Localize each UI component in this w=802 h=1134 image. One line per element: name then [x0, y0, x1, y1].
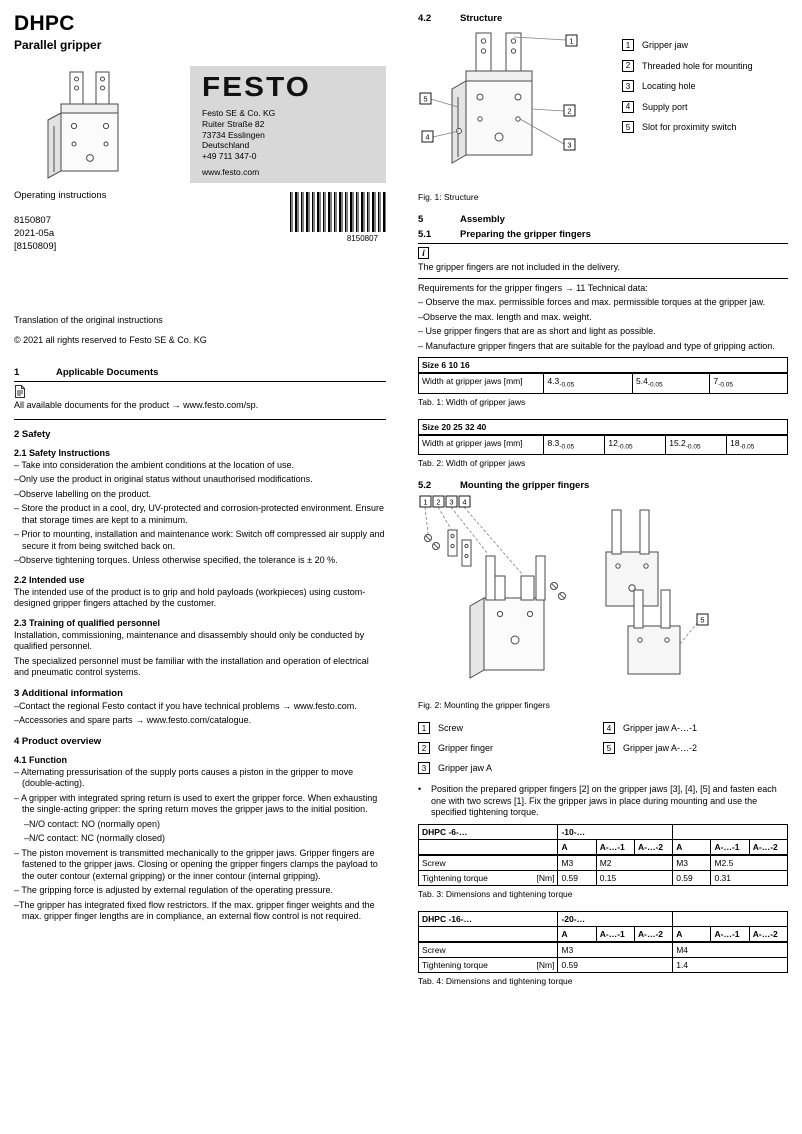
documents-icon: [14, 385, 26, 398]
section-title: Mounting the gripper fingers: [460, 480, 590, 492]
page-subtitle: Parallel gripper: [14, 38, 102, 52]
legend-item: [418, 762, 603, 774]
section-title: Applicable Documents: [56, 367, 159, 378]
table-header-cell: Size 6 10 16: [419, 358, 788, 374]
value: 4.3: [547, 376, 560, 386]
address-line: Ruiter Straße 82: [202, 118, 265, 129]
list-item: – Use gripper fingers that are as short and light as possible.: [418, 326, 656, 336]
list-item: – Store the product in a cool, dry, UV-protected and corrosion-protected environment. Ensure that storage times are kept to a minimum.: [14, 503, 385, 525]
row-label: Tightening torque: [422, 959, 488, 970]
section-heading-product-overview: 4 Product overview: [14, 735, 102, 747]
list-subitem: –N/C contact: NC (normally closed): [24, 833, 166, 843]
callout-number: 4: [622, 101, 634, 113]
list-item: [14, 715, 386, 727]
section-number: 5.1: [418, 229, 432, 240]
section-number: 5.2: [418, 480, 432, 492]
callout-box: [433, 496, 444, 507]
callout-number: 3: [418, 762, 430, 774]
section-number: 5: [418, 214, 424, 225]
section-heading-function: 4.1 Function: [14, 754, 68, 765]
section-title: Structure: [460, 13, 503, 24]
section-heading-safety-instructions: 2.1 Safety Instructions: [14, 447, 111, 458]
info-icon: i: [418, 247, 429, 259]
value-cell: [605, 435, 666, 455]
text-run: –Accessories and spare parts: [14, 715, 133, 725]
legend-label: Slot for proximity switch: [642, 122, 737, 132]
value-cell: M2.5: [711, 855, 788, 871]
list-item: –Observe labelling on the product.: [14, 488, 152, 499]
legend-item: [622, 80, 788, 92]
value: 15.2: [669, 437, 686, 448]
section-heading-mounting-fingers: [418, 480, 788, 491]
list-item: – Manufacture gripper fingers that are suitable for the payload and type of gripping action.: [418, 340, 775, 351]
legend-label: Supply port: [642, 101, 688, 112]
figure-1-drawing: [418, 27, 608, 189]
value-cell: 0.15: [596, 870, 673, 885]
barcode-number: 8150807: [346, 234, 378, 243]
table-dimensions-torque-2: [418, 911, 788, 973]
left-column: [14, 0, 386, 926]
value-cell: [544, 435, 605, 455]
callout-box: [564, 139, 575, 150]
revision-code: 2021-05a: [14, 228, 55, 239]
callout-box: [420, 496, 431, 507]
list-item: –Observe the max. length and max. weight.: [418, 311, 592, 322]
tolerance: -0.05: [739, 443, 755, 451]
paragraph: Requirements for the gripper fingers → 11 Technical data:: [418, 282, 648, 293]
tolerance: -0.05: [617, 443, 633, 451]
section-heading-applicable-documents: [14, 367, 386, 378]
row-label-cell: Screw: [419, 855, 558, 871]
tolerance: -0.05: [718, 381, 734, 389]
value-cell: 0.59: [558, 957, 673, 972]
table-2-caption: Tab. 2: Width of gripper jaws: [418, 458, 526, 469]
svg-text:5: 5: [700, 615, 705, 625]
list-item: – A gripper with integrated spring return is used to exert the gripper force. When exhausting the single-acting gripper: the spring return moves the gripper jaws to the initial position.: [14, 792, 378, 814]
gripper-drawing: [48, 72, 118, 178]
gripper-structure-drawing: [452, 33, 532, 163]
column-header-cell: A-…-2: [634, 839, 672, 855]
legend-label: Screw: [438, 723, 464, 734]
svg-text:2: 2: [436, 497, 441, 507]
callout-number: 2: [418, 742, 430, 754]
list-item: – The piston movement is transmitted mechanically to the gripper jaws. Gripper fingers are fastened to the gripper jaws. Closing or opening the gripper fingers clamps the payload to the outer contour (external gripping) or the inner contour (internal gripping).: [14, 847, 378, 881]
callout-box: [566, 35, 577, 46]
list-item: –Only use the product in original status without unauthorised modifications.: [14, 474, 313, 484]
svg-text:1: 1: [569, 36, 574, 46]
address-line: Festo SE & Co. KG: [202, 108, 276, 118]
value-cell: M4: [673, 942, 788, 958]
paragraph: The specialized personnel must be familiar with the installation and operation of electrical and pneumatic control systems.: [14, 655, 369, 677]
list-item: – Take into consideration the ambient conditions at the location of use.: [14, 459, 295, 470]
barcode-bars: [290, 192, 386, 232]
column-header-cell: A-…-1: [711, 839, 749, 855]
legend-label: Gripper jaw: [642, 40, 689, 50]
doc-info-block: [14, 190, 386, 253]
section-title: Preparing the gripper fingers: [460, 229, 591, 240]
legend-label: Gripper jaw A-…-1: [623, 723, 698, 734]
table-header-cell: [673, 911, 788, 926]
address-line: 73734 Esslingen: [202, 129, 265, 140]
table-header-cell: DHPC -6-…: [419, 824, 558, 839]
value: 5.4: [636, 376, 648, 386]
callout-number: 1: [622, 39, 634, 51]
copyright-note: © 2021 all rights reserved to Festo SE & Co. KG: [14, 335, 207, 345]
table-3-caption: Tab. 3: Dimensions and tightening torque: [418, 888, 573, 899]
table-dimensions-torque-1: [418, 824, 788, 886]
column-header-cell: A-…-1: [596, 926, 634, 942]
gripper-variants-drawing: [606, 510, 680, 674]
value-cell: M3: [558, 942, 673, 958]
legend-label: Gripper finger: [438, 743, 494, 754]
tolerance: -0.05: [559, 381, 575, 389]
column-header-cell: A-…-1: [711, 926, 749, 942]
section-heading-safety: 2 Safety: [14, 428, 51, 440]
product-drawing: [14, 66, 190, 183]
table-4-caption: Tab. 4: Dimensions and tightening torque: [418, 975, 573, 986]
row-label-cell: Width at gripper jaws [mm]: [419, 373, 544, 393]
paragraph: The intended use of the product is to grip and hold payloads (workpieces) using custom-designed gripper fingers attached by the customer.: [14, 586, 366, 608]
list-item: –Observe tightening torques. Unless otherwise specified, the tolerance is ± 20 %.: [14, 555, 338, 565]
column-header-cell: A-…-2: [634, 926, 672, 942]
value-cell: 1.4: [673, 957, 788, 972]
festo-address-panel: [190, 66, 386, 183]
legend-item: [622, 101, 788, 113]
legend-label: Threaded hole for mounting: [642, 60, 753, 71]
paragraph: Installation, commissioning, maintenance and disassembly should only be conducted by qualified personnel.: [14, 629, 365, 651]
table-gripper-jaw-width-2: [418, 419, 788, 456]
link-festo-catalogue[interactable]: www.festo.com/catalogue.: [146, 715, 252, 725]
link-festo[interactable]: www.festo.com.: [293, 700, 357, 711]
masthead: [14, 66, 386, 183]
callout-number: 5: [603, 742, 615, 754]
tolerance: -0.05: [647, 381, 663, 389]
value-cell: M3: [558, 855, 596, 871]
right-column: [418, 0, 788, 998]
legend-item: [622, 60, 788, 72]
value: 8.3: [547, 437, 560, 448]
svg-text:3: 3: [567, 140, 572, 150]
value-cell: [666, 435, 727, 455]
table-header-cell: Size 20 25 32 40: [419, 419, 788, 435]
list-item: – Alternating pressurisation of the supply ports causes a piston in the gripper to move (double-acting).: [14, 766, 354, 788]
row-label-cell: Screw: [419, 942, 558, 958]
value-cell: 0.31: [711, 870, 788, 885]
value-cell: [710, 373, 788, 393]
gripper-main-drawing: [470, 556, 545, 678]
list-item: – Prior to mounting, installation and maintenance work: Switch off compressed air supply and secure it from being switched back on.: [14, 529, 385, 551]
translation-note: Translation of the original instructions: [14, 315, 163, 325]
callout-box: [446, 496, 457, 507]
legend-label: Gripper jaw A: [438, 763, 493, 774]
figure-1-legend: [622, 27, 788, 189]
legend-item: [622, 121, 788, 133]
doc-type-label: Operating instructions: [14, 190, 107, 201]
list-item: – The gripping force is adjusted by external regulation of the operating pressure.: [14, 885, 334, 895]
legend-item: [603, 722, 788, 734]
address-line: +49 711 347-0: [202, 151, 257, 162]
barcode: [290, 190, 386, 253]
value-cell: 0.59: [673, 870, 711, 885]
svg-text:1: 1: [423, 497, 428, 507]
value-cell: M3: [673, 855, 711, 871]
table-1-caption: Tab. 1: Width of gripper jaws: [418, 396, 526, 407]
secondary-number: [8150809]: [14, 241, 57, 252]
address-line: Deutschland: [202, 140, 250, 151]
table-header-cell: -10-…: [558, 824, 673, 839]
section-heading-structure: [418, 13, 788, 24]
table-header-cell: [419, 839, 558, 855]
figure-2-drawing: [418, 494, 718, 694]
info-note-text: The gripper fingers are not included in the delivery.: [418, 262, 620, 272]
legend-item: [603, 742, 788, 754]
unit-label: [Nm]: [536, 872, 555, 883]
arrow-icon: →: [171, 400, 181, 410]
info-note-box: [418, 243, 788, 279]
svg-text:4: 4: [425, 132, 430, 142]
festo-website-link[interactable]: www.festo.com: [202, 167, 260, 177]
callout-number: 5: [622, 121, 634, 133]
figure-1-caption: Fig. 1: Structure: [418, 192, 479, 202]
figure-1: [418, 27, 788, 189]
value-cell: 0.59: [558, 870, 596, 885]
callout-box: [422, 131, 433, 142]
legend-item: [418, 722, 603, 734]
arrow-icon: →: [135, 715, 145, 725]
section-heading-intended-use: 2.2 Intended use: [14, 574, 85, 585]
row-label: Tightening torque: [422, 872, 488, 883]
festo-logo: FESTO: [202, 71, 312, 102]
tolerance: -0.05: [559, 443, 575, 451]
callout-box: [564, 105, 575, 116]
column-header-cell: A: [558, 926, 596, 942]
callout-number: 3: [622, 80, 634, 92]
section-heading-assembly: [418, 214, 788, 225]
table-gripper-jaw-width-1: [418, 357, 788, 394]
section-title: Assembly: [460, 214, 505, 225]
page-title: DHPC: [14, 12, 75, 35]
callout-box: [697, 614, 708, 625]
order-number: 8150807: [14, 215, 51, 226]
svg-text:3: 3: [449, 497, 454, 507]
text-run: –Contact the regional Festo contact if you have technical problems: [14, 700, 280, 711]
column-header-cell: A: [673, 926, 711, 942]
column-header-cell: A-…-1: [596, 839, 634, 855]
svg-text:5: 5: [423, 94, 428, 104]
column-header-cell: A-…-2: [749, 839, 787, 855]
link-festo-sp[interactable]: www.festo.com/sp.: [183, 400, 259, 410]
product-image: [14, 66, 190, 183]
applicable-documents-line: [14, 400, 386, 412]
legend-item: [622, 39, 788, 51]
callout-number: 1: [418, 722, 430, 734]
column-header-cell: A-…-2: [749, 926, 787, 942]
section-heading-additional-information: 3 Additional information: [14, 687, 123, 699]
doc-numbers: [14, 190, 106, 253]
legend-item: [418, 742, 603, 754]
assembly-step: [418, 784, 788, 819]
value: 12: [608, 437, 618, 448]
value-cell: M2: [596, 855, 673, 871]
table-header-cell: [419, 926, 558, 942]
section-heading-preparing-fingers: [418, 229, 788, 240]
table-header-cell: -20-…: [558, 911, 673, 926]
svg-text:2: 2: [567, 106, 572, 116]
value: 7: [713, 376, 719, 386]
list-item: [14, 701, 386, 713]
value-cell: [544, 373, 633, 393]
step-text: Position the prepared gripper fingers [2] on the gripper jaws [3], [4], [5] and fasten each one with two screws [1]. Fix the gripper jaws in place during mounting and use the specified tightening torque.: [431, 784, 777, 818]
arrow-icon: →: [282, 700, 292, 711]
callout-box: [459, 496, 470, 507]
row-label-cell: [419, 957, 558, 972]
figure-2-caption: Fig. 2: Mounting the gripper fingers: [418, 700, 550, 711]
table-header-cell: [673, 824, 788, 839]
list-item: –The gripper has integrated fixed flow restrictors. If the max. gripper finger weights and the max. gripper finger lengths are in compliance, an external flow control is not required.: [14, 899, 375, 921]
column-header-cell: A: [673, 839, 711, 855]
callout-number: 4: [603, 722, 615, 734]
row-label-cell: Width at gripper jaws [mm]: [419, 435, 544, 455]
tolerance: -0.05: [685, 443, 701, 451]
legend-label: Gripper jaw A-…-2: [623, 743, 698, 754]
bullet-marker: •: [418, 784, 422, 795]
callout-number: 2: [622, 60, 634, 72]
table-header-cell: DHPC -16-…: [419, 911, 558, 926]
section-number: 1: [14, 367, 20, 378]
section-number: 4.2: [418, 13, 432, 24]
text-run: All available documents for the product: [14, 400, 170, 410]
value: 18: [730, 437, 740, 448]
callout-box: [420, 93, 431, 104]
section-heading-training: 2.3 Training of qualified personnel: [14, 617, 161, 628]
applicable-documents-box: [14, 381, 386, 420]
legend-label: Locating hole: [642, 81, 696, 91]
list-subitem: –N/O contact: NO (normally open): [24, 818, 161, 829]
figure-2-legend: [418, 722, 788, 774]
list-item: – Observe the max. permissible forces and max. permissible torques at the gripper jaw.: [418, 297, 766, 307]
column-header-cell: A: [558, 839, 596, 855]
unit-label: [Nm]: [536, 959, 555, 970]
value-cell: [633, 373, 710, 393]
svg-text:4: 4: [462, 497, 467, 507]
row-label-cell: [419, 870, 558, 885]
value-cell: [727, 435, 788, 455]
